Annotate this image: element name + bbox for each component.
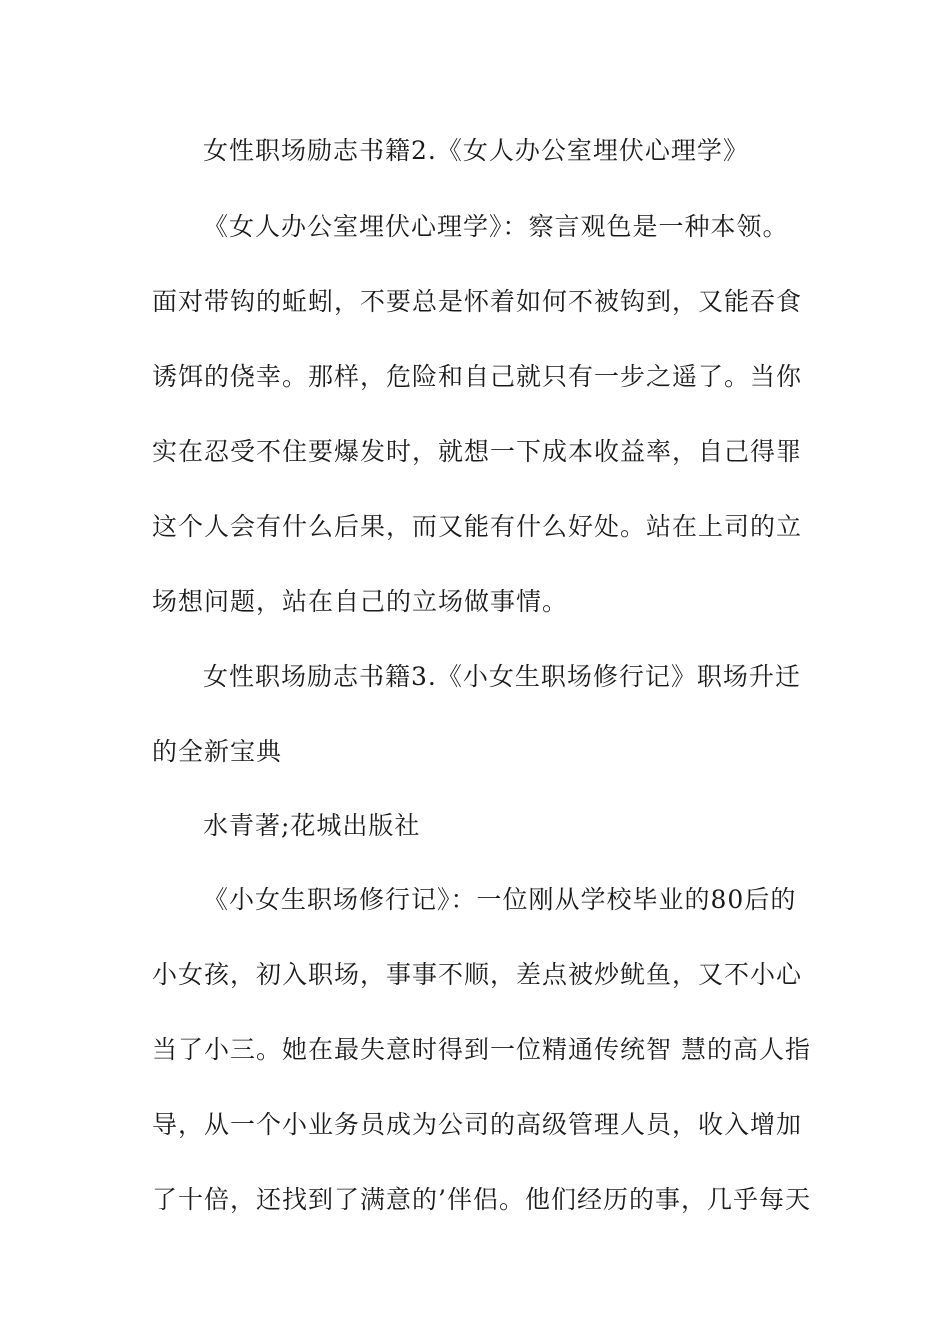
- paragraph-line: 当了小三。她在最失意时得到一位精通传统智 慧的高人指: [152, 1035, 811, 1064]
- paragraph-line: 这个人会有什么后果，而又能有什么好处。站在上司的立: [152, 512, 803, 541]
- heading-book-2: 女性职场励志书籍2.《女人办公室埋伏心理学》: [203, 136, 749, 165]
- paragraph-line: 小女孩，初入职场，事事不顺，差点被炒鱿鱼，又不小心: [152, 960, 803, 989]
- paragraph-line: 导，从一个小业务员成为公司的高级管理人员，收入增加: [152, 1110, 803, 1139]
- paragraph-line: 面对带钩的蚯蚓，不要总是怀着如何不被钩到，又能吞食: [152, 287, 803, 316]
- paragraph-line: 诱饵的侥幸。那样，危险和自己就只有一步之遥了。当你: [152, 362, 803, 391]
- heading-book-3: 女性职场励志书籍3.《小女生职场修行记》职场升迁: [203, 662, 801, 691]
- paragraph-line: 《女人办公室埋伏心理学》：察言观色是一种本领。: [203, 212, 789, 241]
- heading-book-3-continued: 的全新宝典: [152, 737, 283, 766]
- paragraph-line: 场想问题，站在自己的立场做事情。: [152, 587, 569, 616]
- paragraph-line: 了十倍，还找到了满意的’伴侣。他们经历的事，几乎每天: [152, 1185, 811, 1214]
- paragraph-line: 《小女生职场修行记》：一位刚从学校毕业的80后的: [203, 885, 797, 914]
- paragraph-line: 实在忍受不住要爆发时，就想一下成本收益率，自己得罪: [152, 437, 803, 466]
- author-publisher: 水青著;花城出版社: [203, 811, 421, 840]
